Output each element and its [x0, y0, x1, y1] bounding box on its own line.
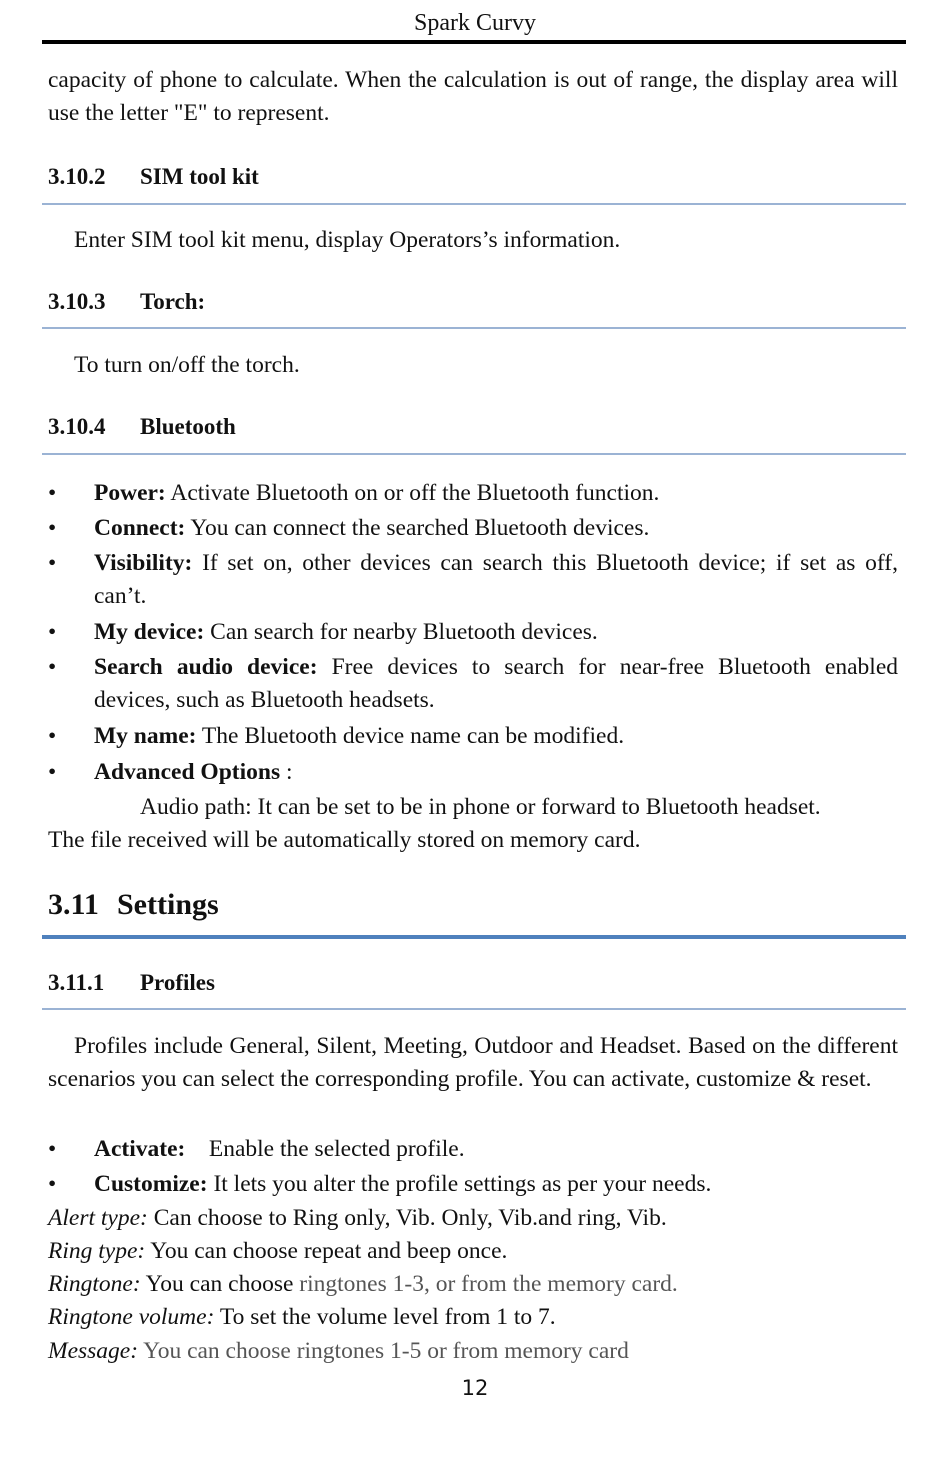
- bullet-item: [48, 651, 898, 717]
- header-rule: [42, 40, 906, 44]
- item-text: You can connect the searched Bluetooth devices.: [185, 515, 650, 541]
- bullet-item: [48, 1168, 898, 1201]
- heading-title: Settings: [117, 888, 219, 921]
- heading-number: 3.10.3: [48, 289, 106, 314]
- setting-text: Can choose to Ring only, Vib. Only, Vib.and ring, Vib.: [147, 1205, 667, 1231]
- item-text: :: [280, 759, 293, 785]
- intro-paragraph: capacity of phone to calculate. When the calculation is out of range, the display area will use the letter "E" to represent.: [48, 67, 898, 126]
- profile-setting-line: [48, 1235, 908, 1268]
- setting-label: Message:: [48, 1338, 139, 1364]
- bullet-icon: •: [48, 1136, 57, 1162]
- bullet-icon: •: [48, 654, 57, 680]
- bullet-icon: •: [48, 759, 57, 785]
- bullet-item: [48, 720, 898, 753]
- bullet-icon: •: [48, 515, 57, 541]
- audio-path-text: Audio path: It can be set to be in phone or forward to Bluetooth headset.: [140, 794, 821, 820]
- running-header: Spark Curvy: [414, 10, 536, 36]
- heading-title: Bluetooth: [140, 414, 236, 439]
- bullet-item: [48, 616, 898, 649]
- bullet-item: [48, 477, 898, 510]
- item-label: Connect:: [94, 515, 186, 541]
- item-label: Power:: [94, 480, 166, 506]
- heading-title: SIM tool kit: [140, 164, 259, 189]
- heading-number: 3.10.4: [48, 414, 106, 439]
- heading-3-11: [48, 888, 219, 922]
- heading-3-10-3: [48, 289, 205, 315]
- heading-number: 3.11: [48, 888, 99, 921]
- profile-setting-line: [48, 1202, 908, 1235]
- bullet-icon: •: [48, 1171, 57, 1197]
- setting-text-grey: ringtones 1-3, or from the memory card.: [299, 1271, 678, 1297]
- item-label: Search audio device:: [94, 654, 318, 680]
- profile-setting-line: [48, 1268, 908, 1301]
- setting-label: Ring type:: [48, 1238, 146, 1264]
- item-label: Advanced Options: [94, 759, 281, 785]
- heading-rule: [42, 1008, 906, 1010]
- heading-number: 3.10.2: [48, 164, 106, 189]
- heading-3-10-4: [48, 414, 236, 440]
- bullet-item: [48, 547, 898, 613]
- item-text: Free devices to search for near-free Bluetooth enabled devices, such as Bluetooth headsets.: [94, 654, 898, 713]
- item-label: My name:: [94, 723, 197, 749]
- torch-body: To turn on/off the torch.: [74, 352, 300, 378]
- profiles-body: Profiles include General, Silent, Meeting, Outdoor and Headset. Based on the different scenarios you can select the corresponding profile. You can activate, customize & reset.: [48, 1033, 898, 1092]
- heading-title: Profiles: [140, 970, 215, 995]
- heading-3-10-2: [48, 164, 259, 190]
- item-text: Activate Bluetooth on or off the Bluetooth function.: [165, 480, 660, 506]
- bullet-item: [48, 512, 898, 545]
- heading-number: 3.11.1: [48, 970, 105, 995]
- sim-toolkit-body: Enter SIM tool kit menu, display Operators’s information.: [74, 227, 621, 253]
- setting-text: You can choose repeat and beep once.: [145, 1238, 508, 1264]
- heading-rule: [42, 327, 906, 329]
- item-text: Enable the selected profile.: [185, 1136, 465, 1162]
- setting-label: Ringtone volume:: [48, 1304, 215, 1330]
- item-text: Can search for nearby Bluetooth devices.: [204, 619, 598, 645]
- setting-text-grey: You can choose ringtones 1-5 or from memory card: [143, 1338, 629, 1364]
- heading-rule: [42, 453, 906, 455]
- profile-setting-line: [48, 1301, 908, 1334]
- bullet-icon: •: [48, 550, 57, 576]
- bullet-icon: •: [48, 619, 57, 645]
- bullet-item: [48, 1133, 898, 1166]
- heading-title: Torch:: [140, 289, 206, 314]
- bullet-icon: •: [48, 480, 57, 506]
- item-label: Customize:: [94, 1171, 208, 1197]
- item-text: The Bluetooth device name can be modified.: [196, 723, 625, 749]
- profile-setting-line: [48, 1335, 908, 1368]
- item-text: It lets you alter the profile settings as per your needs.: [207, 1171, 712, 1197]
- bullet-icon: •: [48, 723, 57, 749]
- bullet-item: [48, 756, 898, 789]
- setting-label: Alert type:: [48, 1205, 148, 1231]
- setting-label: Ringtone:: [48, 1271, 141, 1297]
- section-rule: [42, 935, 906, 939]
- setting-text: To set the volume level from 1 to 7.: [214, 1304, 556, 1330]
- setting-text: You can choose: [140, 1271, 300, 1297]
- file-received-text: The file received will be automatically stored on memory card.: [48, 827, 641, 853]
- item-label: Visibility:: [94, 550, 193, 576]
- item-text: If set on, other devices can search this Bluetooth device; if set as off, can’t.: [94, 550, 898, 609]
- item-label: My device:: [94, 619, 205, 645]
- page-number: 12: [461, 1376, 489, 1400]
- heading-3-11-1: [48, 970, 215, 996]
- item-label: Activate:: [94, 1136, 186, 1162]
- heading-rule: [42, 203, 906, 205]
